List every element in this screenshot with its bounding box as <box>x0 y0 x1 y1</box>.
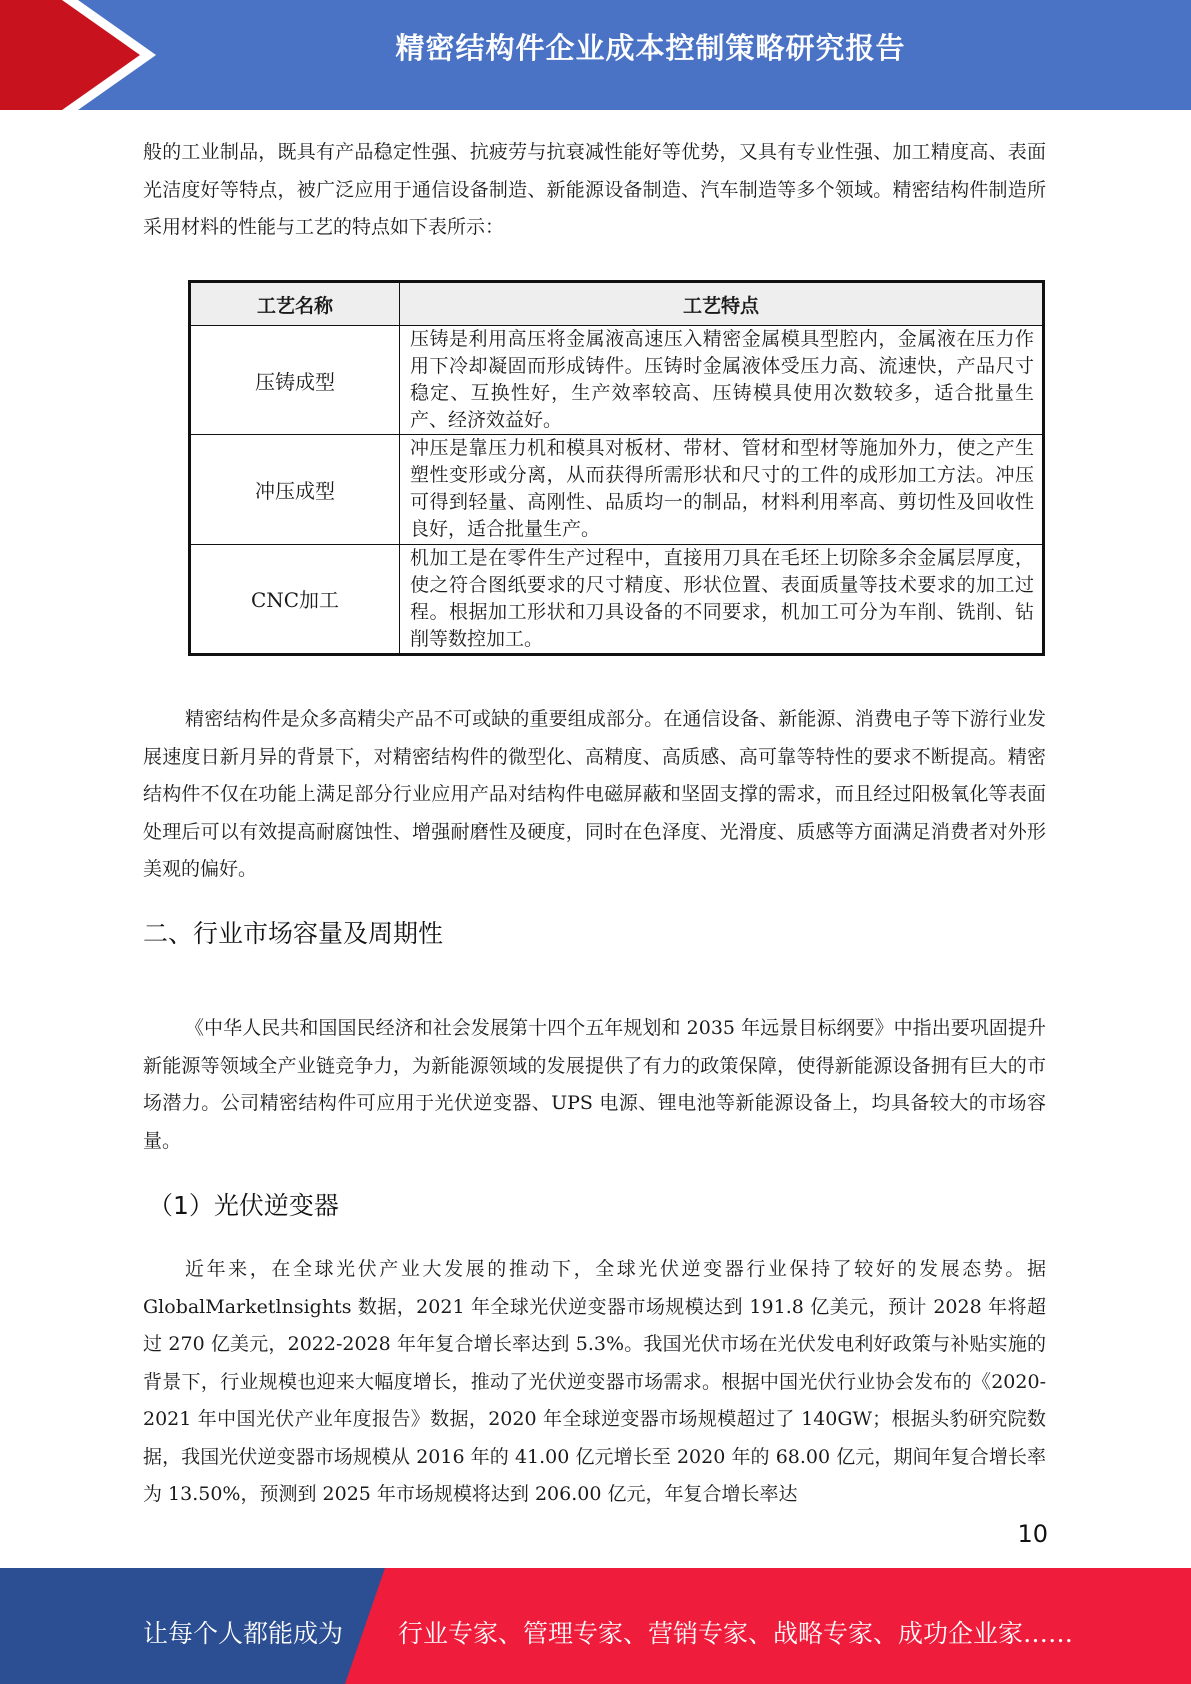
footer-slogan-right: 行业专家、管理专家、营销专家、战略专家、成功企业家…… <box>398 1619 1074 1648</box>
subsection-heading: （1）光伏逆变器 <box>148 1191 339 1220</box>
process-description: 压铸是利用高压将金属液高速压入精密金属模具型腔内，金属液在压力作用下冷却凝固而形成铸件。压铸时金属液体受压力高、流速快，产品尺寸稳定、互换性好，生产效率较高、压铸模具使用次数较多，适合批量生产、经济效益好。 <box>400 326 1044 435</box>
footer-slogan-left: 让每个人都能成为 <box>143 1619 344 1648</box>
process-description: 机加工是在零件生产过程中，直接用刀具在毛坯上切除多余金属层厚度，使之符合图纸要求的尺寸精度、形状位置、表面质量等技术要求的加工过程。根据加工形状和刀具设备的不同要求，机加工可分为车削、铣削、钻削等数控加工。 <box>400 544 1044 654</box>
process-table <box>188 280 1045 656</box>
intro-paragraph: 般的工业制品，既具有产品稳定性强、抗疲劳与抗衰减性能好等优势，又具有专业性强、加工精度高、表面光洁度好等特点，被广泛应用于通信设备制造、新能源设备制造、汽车制造等多个领域。精密结构件制造所采用材料的性能与工艺的特点如下表所示： <box>143 141 1046 238</box>
header-arrow-decoration <box>0 0 160 110</box>
table-header-row <box>190 282 1044 326</box>
body-paragraph: 《中华人民共和国国民经济和社会发展第十四个五年规划和 2035 年远景目标纲要》中指出要巩固提升新能源等领域全产业链竞争力，为新能源领域的发展提供了有力的政策保障，使得新能源设备拥有巨大的市场潜力。公司精密结构件可应用于光伏逆变器、UPS 电源、锂电池等新能源设备上，均具备较大的市场容量。 <box>143 1017 1046 1152</box>
table-header-desc: 工艺特点 <box>400 282 1044 326</box>
body-paragraph: 精密结构件是众多高精尖产品不可或缺的重要组成部分。在通信设备、新能源、消费电子等下游行业发展速度日新月异的背景下，对精密结构件的微型化、高精度、高质感、高可靠等特性的要求不断提高。精密结构件不仅在功能上满足部分行业应用产品对结构件电磁屏蔽和坚固支撑的需求，而且经过阳极氧化等表面处理后可以有效提高耐腐蚀性、增强耐磨性及硬度，同时在色泽度、光滑度、质感等方面满足消费者对外形美观的偏好。 <box>143 708 1046 880</box>
header-bar <box>0 0 1191 110</box>
table-row <box>190 544 1044 654</box>
process-name: CNC加工 <box>190 544 400 654</box>
process-description: 冲压是靠压力机和模具对板材、带材、管材和型材等施加外力，使之产生塑性变形或分离，从而获得所需形状和尺寸的工件的成形加工方法。冲压可得到轻量、高刚性、品质均一的制品，材料利用率高、剪切性及回收性良好，适合批量生产。 <box>400 435 1044 544</box>
section-heading: 二、行业市场容量及周期性 <box>143 919 444 948</box>
table-header-name: 工艺名称 <box>190 282 400 326</box>
report-title: 精密结构件企业成本控制策略研究报告 <box>395 31 906 65</box>
process-name: 压铸成型 <box>190 326 400 435</box>
process-name: 冲压成型 <box>190 435 400 544</box>
body-paragraph: 近年来，在全球光伏产业大发展的推动下，全球光伏逆变器行业保持了较好的发展态势。据 GlobalMarketlnsights 数据，2021 年全球光伏逆变器市场规模达到 191.8 亿美元，预计 2028 年将超过 270 亿美元，2022-2028 年年复合增长率达到 5.3%。我国光伏市场在光伏发电利好政策与补贴实施的背景下，行业规模也迎来大幅度增长，推动了光伏逆变器市场需求。根据中国光伏行业协会发布的《2020-2021 年中国光伏产业年度报告》数据，2020 年全球逆变器市场规模超过了 140GW；根据头豹研究院数据，我国光伏逆变器市场规模从 2016 年的 41.00 亿元增长至 2020 年的 68.00 亿元，期间年复合增长率为 13.50%，预测到 2025 年市场规模将达到 206.00 亿元，年复合增长率达 <box>143 1258 1046 1505</box>
table-row <box>190 435 1044 544</box>
table-row <box>190 326 1044 435</box>
page-number: 10 <box>1017 1520 1048 1548</box>
